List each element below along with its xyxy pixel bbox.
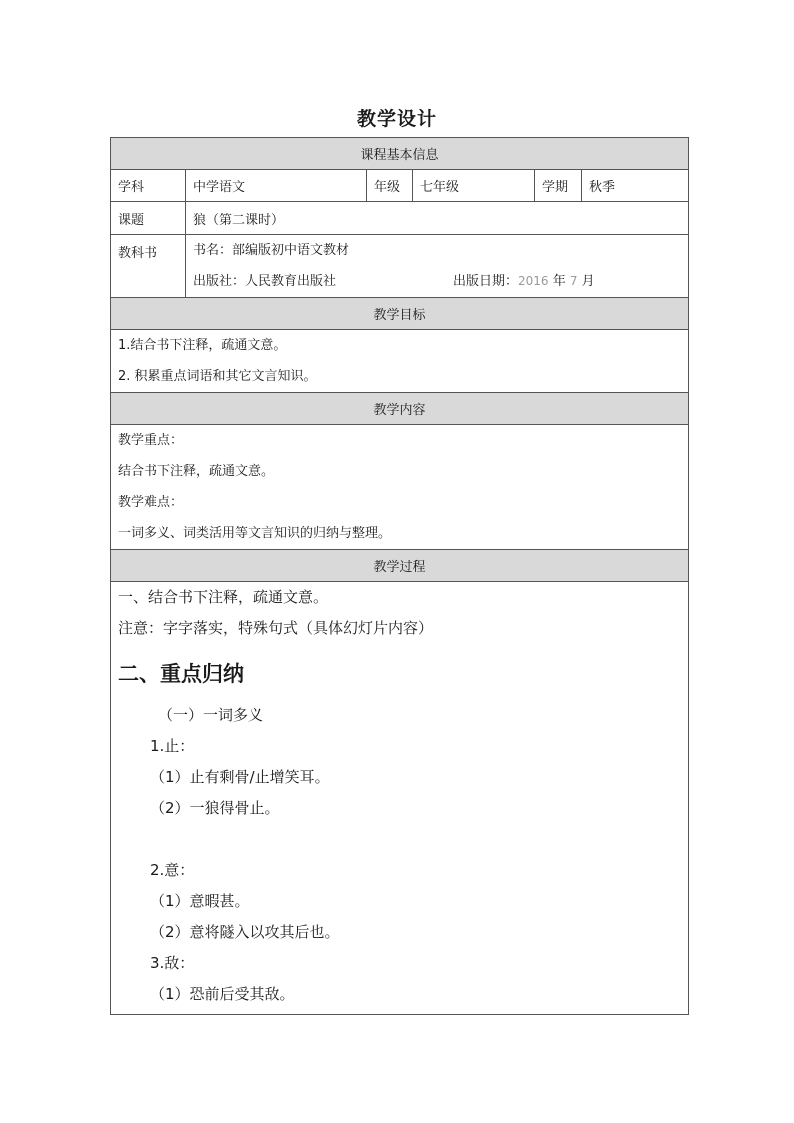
key-points-text: 结合书下注释，疏通文意。 — [118, 464, 275, 479]
publish-year-unit: 年 — [552, 274, 566, 289]
word-item: 3.敌： — [150, 954, 195, 972]
difficulty-text: 一词多义、词类活用等文言知识的归纳与整理。 — [118, 526, 392, 541]
word-example: （1）恐前后受其敌。 — [150, 985, 295, 1003]
word-example: （2）意将隧入以攻其后也。 — [150, 923, 340, 941]
word-item: 1.止： — [150, 737, 195, 755]
publish-month-unit: 月 — [581, 274, 595, 289]
topic-row — [111, 202, 689, 235]
difficulty-label: 教学难点： — [118, 495, 184, 510]
objectives-header-row — [111, 298, 689, 330]
basic-info-header: 课程基本信息 — [111, 138, 689, 170]
word-example: （1）意暇甚。 — [150, 892, 250, 910]
process-cell — [111, 582, 689, 1015]
blank-spacer — [118, 824, 681, 855]
word-item: 2.意： — [150, 861, 195, 879]
objectives-header: 教学目标 — [111, 298, 689, 330]
term-value: 秋季 — [582, 170, 689, 202]
publish-month: 7 — [569, 274, 578, 288]
lesson-plan-table — [110, 137, 689, 1015]
subject-value: 中学语文 — [186, 170, 367, 202]
process-header: 教学过程 — [111, 550, 689, 582]
process-note: 注意：字字落实，特殊句式（具体幻灯片内容） — [118, 619, 434, 637]
content-header-row — [111, 393, 689, 425]
word-example: （1）止有剩骨/止增笑耳。 — [150, 768, 330, 786]
key-points-label: 教学重点： — [118, 433, 184, 448]
textbook-details — [186, 235, 689, 298]
process-step-2-heading: 二、重点归纳 — [118, 662, 244, 686]
process-row — [111, 582, 689, 1015]
topic-value: 狼（第二课时） — [186, 202, 689, 235]
publisher: 出版社：人民教育出版社 — [193, 274, 337, 289]
publish-date-prefix: 出版日期： — [453, 274, 519, 289]
subject-label: 学科 — [111, 170, 186, 202]
textbook-row — [111, 235, 689, 298]
subject-row — [111, 170, 689, 202]
topic-label: 课题 — [111, 202, 186, 235]
textbook-label: 教科书 — [111, 235, 186, 298]
content-row — [111, 425, 689, 550]
publish-date — [453, 266, 595, 297]
content-cell — [111, 425, 689, 550]
publisher-line — [193, 266, 681, 297]
content-header: 教学内容 — [111, 393, 689, 425]
document-title: 教学设计 — [356, 108, 437, 130]
process-step-1: 一、结合书下注释，疏通文意。 — [118, 588, 329, 606]
book-name: 书名：部编版初中语文教材 — [193, 243, 350, 258]
objective-item: 1.结合书下注释，疏通文意。 — [118, 338, 287, 353]
grade-label: 年级 — [367, 170, 413, 202]
term-label: 学期 — [535, 170, 582, 202]
grade-value: 七年级 — [413, 170, 535, 202]
polysemy-subheading: （一）一词多义 — [158, 706, 264, 724]
word-example: （2）一狼得骨止。 — [150, 799, 280, 817]
process-header-row — [111, 550, 689, 582]
objective-item: 2. 积累重点词语和其它文言知识。 — [118, 369, 317, 384]
objectives-row — [111, 330, 689, 393]
basic-info-header-row — [111, 138, 689, 170]
publish-year: 2016 — [518, 274, 549, 288]
objectives-cell — [111, 330, 689, 393]
